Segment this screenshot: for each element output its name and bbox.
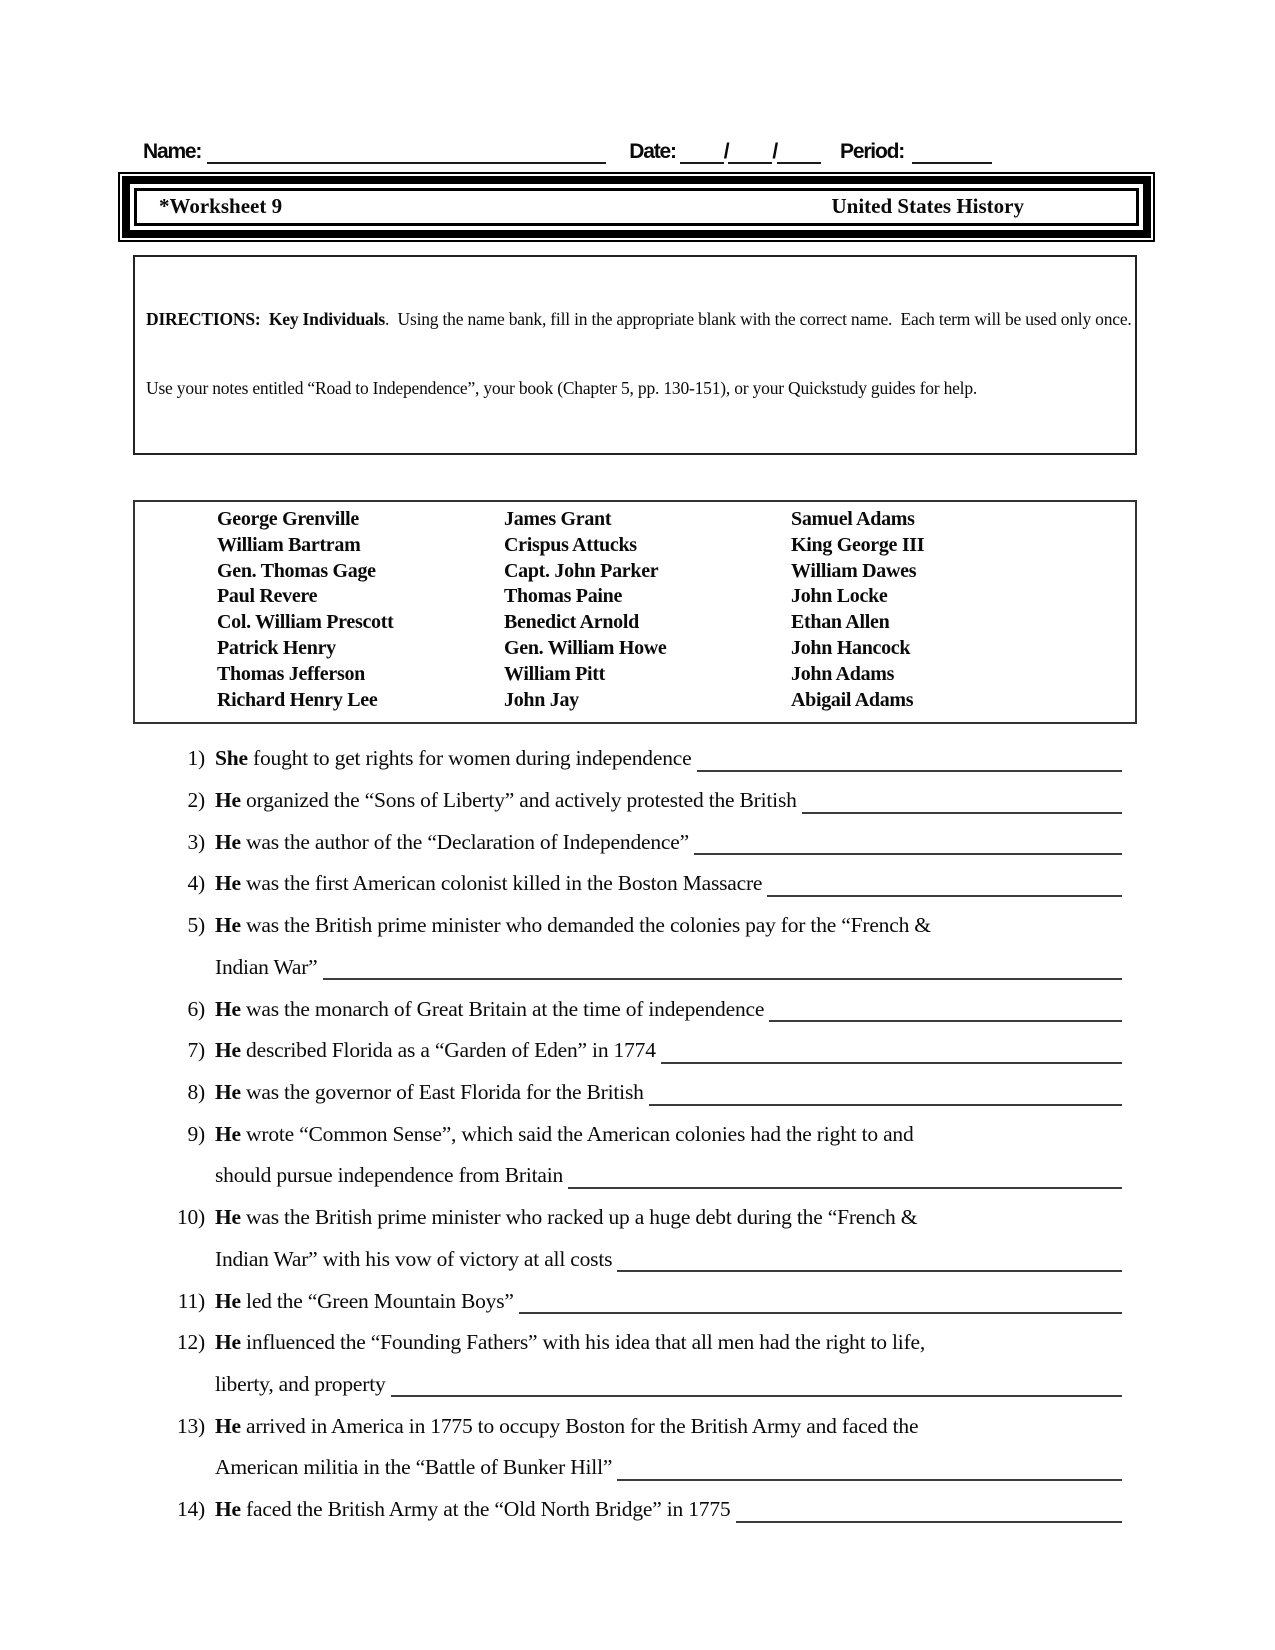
name-bank-column [217, 507, 504, 713]
name-bank-entry: Ethan Allen [791, 611, 890, 634]
name-bank-entry: Gen. Thomas Gage [217, 559, 376, 582]
question-text: was the governor of East Florida for the British [240, 1080, 649, 1104]
name-label: Name: [143, 140, 202, 163]
question-item [153, 1489, 1122, 1531]
question-line [215, 905, 1122, 947]
name-bank-entry: George Grenville [217, 508, 360, 530]
question-item [153, 905, 1122, 988]
date-slash-1: / [723, 140, 729, 163]
question-pronoun: He [215, 1080, 241, 1104]
question-text: arrived in America in 1775 to occupy Boston for the British Army and faced the [240, 1413, 919, 1438]
answer-blank [568, 1164, 1122, 1189]
name-bank-entry: Thomas Jefferson [217, 662, 365, 685]
question-body [215, 738, 1122, 780]
question-line [215, 738, 1122, 780]
question-number: 14) [176, 1497, 205, 1522]
meta-row [143, 140, 992, 164]
name-bank-entry: Crispus Attucks [504, 533, 637, 556]
question-body [215, 1072, 1122, 1114]
name-bank-entry: Abigail Adams [791, 688, 914, 711]
question-pronoun: He [215, 1288, 241, 1313]
question-text: was the British prime minister who demanded the colonies pay for the “French & [240, 913, 931, 938]
answer-blank [617, 1456, 1122, 1481]
question-line [215, 1447, 1122, 1489]
question-pronoun: He [215, 1497, 241, 1522]
name-bank-entry: William Pitt [504, 662, 606, 685]
question-item [153, 989, 1122, 1031]
question-line [215, 1197, 1122, 1239]
question-item [153, 1197, 1122, 1280]
answer-blank [661, 1039, 1122, 1064]
name-bank-entry: John Adams [791, 662, 895, 685]
question-line [215, 989, 1122, 1031]
question-pronoun: She [215, 746, 248, 771]
question-pronoun: He [215, 1330, 241, 1355]
question-pronoun: He [215, 1413, 241, 1438]
directions-box [133, 255, 1137, 455]
question-body [215, 1281, 1122, 1323]
question-text: wrote “Common Sense”, which said the American colonies had the right to and [240, 1121, 914, 1146]
question-item [153, 1072, 1122, 1114]
period-blank [912, 141, 992, 164]
directions-text: . Using the name bank, fill in the appropriate blank with the correct name. Each term will be used only once. [385, 309, 1132, 329]
question-item [153, 1281, 1122, 1323]
answer-blank [649, 1081, 1122, 1106]
question-item [153, 1322, 1122, 1405]
name-bank-entry: John Jay [504, 688, 579, 711]
name-bank-entry: James Grant [504, 508, 612, 530]
question-item [153, 1030, 1122, 1072]
question-text: was the first American colonist killed in the Boston Massacre [240, 871, 768, 896]
answer-blank [694, 831, 1122, 856]
question-line [215, 1072, 1122, 1114]
name-bank-entry: Col. William Prescott [217, 611, 394, 634]
answer-blank [697, 747, 1122, 772]
question-body [215, 1030, 1122, 1072]
name-bank-column [504, 507, 791, 713]
question-item [153, 1114, 1122, 1197]
question-line [215, 1155, 1122, 1197]
directions-line-2: Use your notes entitled “Road to Independence”, your book (Chapter 5, pp. 130-151), or your Quickstudy guides for help. [146, 378, 978, 398]
question-body [215, 1197, 1122, 1280]
question-number: 9) [187, 1121, 205, 1146]
directions-topic: Key Individuals [268, 309, 385, 329]
question-number: 7) [187, 1038, 205, 1063]
date-blank-month [680, 141, 724, 164]
question-item [153, 1406, 1122, 1489]
question-text: organized the “Sons of Liberty” and actively protested the British [240, 788, 802, 813]
question-text: should pursue independence from Britain [215, 1163, 569, 1188]
question-text: Indian War” with his vow of victory at all costs [215, 1246, 618, 1271]
name-bank [133, 500, 1137, 724]
title-banner-content [134, 188, 1139, 226]
question-text: led the “Green Mountain Boys” [240, 1288, 519, 1313]
name-bank-entry: Paul Revere [217, 585, 318, 608]
name-bank-entry: Gen. William Howe [504, 636, 667, 659]
answer-blank [736, 1498, 1122, 1523]
question-line [215, 863, 1122, 905]
question-number: 12) [176, 1330, 205, 1355]
answer-blank [769, 998, 1122, 1023]
question-number: 8) [187, 1080, 205, 1104]
question-line [215, 1239, 1122, 1281]
date-blank-day [728, 141, 772, 164]
date-blank-year [777, 141, 821, 164]
answer-blank [323, 956, 1122, 981]
date-label: Date: [629, 140, 676, 163]
name-bank-entry: Samuel Adams [791, 508, 915, 530]
question-body [215, 989, 1122, 1031]
question-pronoun: He [215, 829, 241, 854]
question-number: 2) [187, 788, 205, 813]
question-number: 1) [187, 746, 205, 771]
question-text: was the monarch of Great Britain at the time of independence [240, 996, 770, 1021]
question-pronoun: He [215, 1121, 241, 1146]
question-pronoun: He [215, 1205, 241, 1230]
period-label: Period: [840, 140, 904, 163]
question-body [215, 863, 1122, 905]
question-line [215, 780, 1122, 822]
question-line [215, 1406, 1122, 1448]
question-pronoun: He [215, 996, 241, 1021]
date-slash-2: / [772, 140, 778, 163]
question-item [153, 780, 1122, 822]
question-text: described Florida as a “Garden of Eden” in 1774 [240, 1038, 661, 1063]
answer-blank [802, 789, 1122, 814]
name-bank-entry: John Locke [791, 585, 888, 608]
directions-label: DIRECTIONS: [146, 309, 269, 329]
question-number: 5) [187, 913, 205, 938]
question-item [153, 863, 1122, 905]
question-pronoun: He [215, 913, 241, 938]
question-text: faced the British Army at the “Old North Bridge” in 1775 [240, 1497, 736, 1522]
answer-blank [519, 1290, 1122, 1315]
question-line [215, 1114, 1122, 1156]
answer-blank [391, 1373, 1122, 1398]
name-bank-entry: William Dawes [791, 559, 917, 582]
question-pronoun: He [215, 871, 241, 896]
name-bank-entry: Patrick Henry [217, 636, 336, 659]
title-banner-frame [122, 176, 1151, 238]
worksheet-title: *Worksheet 9 [159, 194, 283, 218]
question-body [215, 1322, 1122, 1405]
question-number: 4) [187, 871, 205, 896]
question-body [215, 905, 1122, 988]
title-banner [118, 172, 1155, 242]
question-line [215, 1489, 1122, 1531]
question-line [215, 947, 1122, 989]
directions-line-1 [146, 308, 1132, 331]
question-item [153, 738, 1122, 780]
question-body [215, 1406, 1122, 1489]
name-bank-entry: John Hancock [791, 636, 911, 659]
question-item [153, 822, 1122, 864]
name-bank-entry: Thomas Paine [504, 585, 623, 608]
question-text: American militia in the “Battle of Bunker Hill” [215, 1455, 618, 1480]
answer-blank [767, 872, 1122, 897]
question-text: fought to get rights for women during independence [247, 746, 697, 771]
name-bank-column [791, 507, 1135, 713]
course-title: United States History [831, 194, 1024, 218]
question-number: 10) [176, 1205, 205, 1230]
question-text: was the British prime minister who racked up a huge debt during the “French & [240, 1205, 918, 1230]
question-line [215, 1030, 1122, 1072]
question-line [215, 1364, 1122, 1406]
question-line [215, 1281, 1122, 1323]
answer-blank [617, 1248, 1122, 1273]
question-pronoun: He [215, 788, 241, 813]
question-body [215, 1114, 1122, 1197]
questions-list [153, 738, 1122, 1530]
name-bank-entry: Capt. John Parker [504, 559, 659, 582]
name-bank-entry: King George III [791, 533, 925, 556]
name-bank-entry: Benedict Arnold [504, 611, 639, 634]
question-number: 11) [177, 1288, 205, 1313]
name-blank [207, 141, 606, 164]
question-body [215, 1489, 1122, 1531]
question-text: liberty, and property [215, 1371, 391, 1396]
name-bank-entry: William Bartram [217, 533, 361, 556]
question-text: Indian War” [215, 954, 323, 979]
question-line [215, 1322, 1122, 1364]
name-bank-entry: Richard Henry Lee [217, 688, 378, 711]
question-pronoun: He [215, 1038, 241, 1063]
question-number: 13) [176, 1413, 205, 1438]
question-number: 3) [187, 829, 205, 854]
question-text: was the author of the “Declaration of Independence” [240, 829, 695, 854]
question-number: 6) [187, 996, 205, 1021]
question-body [215, 822, 1122, 864]
question-body [215, 780, 1122, 822]
question-text: influenced the “Founding Fathers” with his idea that all men had the right to life, [240, 1330, 926, 1355]
question-line [215, 822, 1122, 864]
